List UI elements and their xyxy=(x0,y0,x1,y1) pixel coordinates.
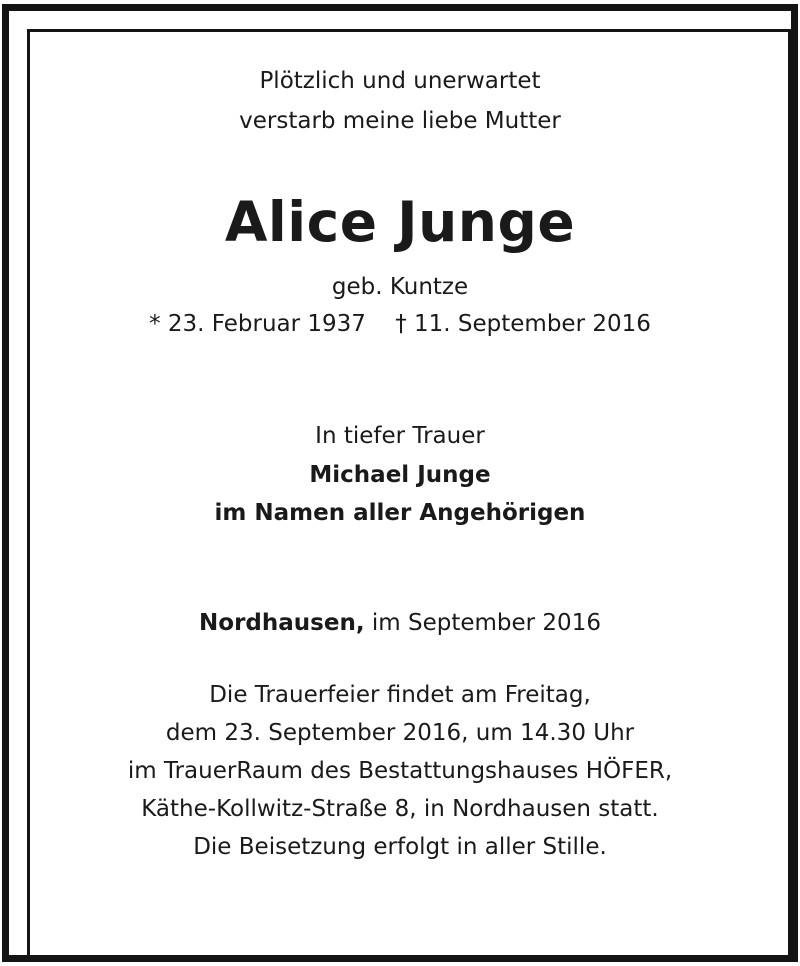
death-date: 11. September 2016 xyxy=(414,311,651,337)
intro-line-1: Plötzlich und unerwartet xyxy=(259,68,541,94)
deceased-name: Alice Junge xyxy=(224,190,576,254)
birth-date: * 23. Februar 1937 xyxy=(149,311,366,337)
maiden-name: geb. Kuntze xyxy=(331,274,469,300)
place-date xyxy=(0,610,800,636)
intro-line-2: verstarb meine liebe Mutter xyxy=(239,108,561,134)
mourner-behalf: im Namen aller Angehörigen xyxy=(214,500,586,526)
ceremony-line-2: dem 23. September 2016, um 14.30 Uhr xyxy=(165,720,635,746)
ceremony-line-3: im TrauerRaum des Bestattungshauses HÖFER, xyxy=(127,758,673,784)
death-symbol: † xyxy=(395,311,407,337)
ceremony-line-1: Die Trauerfeier findet am Freitag, xyxy=(209,682,591,708)
date: im September 2016 xyxy=(371,610,601,636)
ceremony-line-5: Die Beisetzung erfolgt in aller Stille. xyxy=(193,834,607,860)
mourner-name: Michael Junge xyxy=(309,462,491,488)
ceremony-line-4: Käthe-Kollwitz-Straße 8, in Nordhausen statt. xyxy=(141,796,659,822)
life-dates xyxy=(0,311,800,337)
mourning-intro: In tiefer Trauer xyxy=(315,423,485,449)
place: Nordhausen, xyxy=(199,610,365,636)
